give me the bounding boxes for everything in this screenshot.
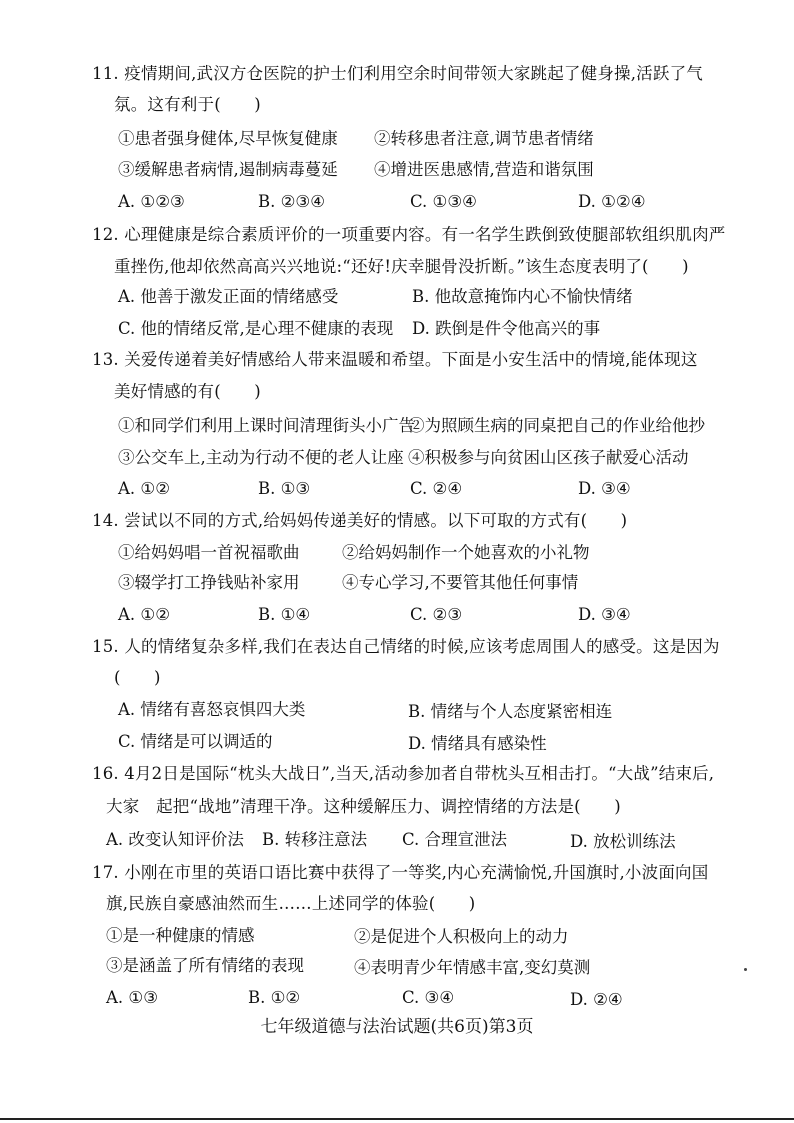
question-stem: 14. 尝试以不同的方式,给妈妈传递美好的情感。以下可取的方式有( ) [92, 511, 628, 530]
statement: ③公交车上,主动为行动不便的老人让座 [118, 448, 404, 467]
question-stem: 16. 4月2日是国际“枕头大战日”,当天,活动参加者自带枕头互相击打。“大战”结束后, [92, 764, 715, 783]
statement: ④积极参与向贫困山区孩子献爱心活动 [408, 448, 689, 467]
scan-speck [744, 968, 747, 971]
choice-d: D. ②④ [570, 990, 623, 1009]
choice-c: C. ①③④ [410, 192, 477, 211]
statement: ④专心学习,不要管其他任何事情 [342, 573, 579, 592]
choice-d: D. 放松训练法 [570, 832, 676, 851]
choice-c: C. ③④ [402, 988, 455, 1007]
statement: ②是促进个人积极向上的动力 [354, 927, 569, 946]
question-stem: 重挫伤,他却依然高高兴兴地说:“还好!庆幸腿骨没折断。”该生态度表明了( ) [114, 257, 689, 276]
question-stem: 美好情感的有( ) [114, 382, 261, 401]
statement: ③辍学打工挣钱贴补家用 [118, 573, 300, 592]
choice-d: D. 跌倒是件令他高兴的事 [412, 319, 601, 338]
question-stem: 17. 小刚在市里的英语口语比赛中获得了一等奖,内心充满愉悦,升国旗时,小波面向国 [92, 863, 709, 882]
choice-b: B. ①③ [258, 479, 311, 498]
choice-d: D. ①②④ [578, 192, 646, 211]
statement: ①和同学们利用上课时间清理街头小广告 [118, 416, 415, 435]
question-stem: 11. 疫情期间,武汉方仓医院的护士们利用空余时间带领大家跳起了健身操,活跃了气 [92, 64, 703, 83]
choice-d: D. 情绪具有感染性 [408, 734, 547, 753]
question-stem: 12. 心理健康是综合素质评价的一项重要内容。有一名学生跌倒致使腿部软组织肌肉严 [92, 225, 726, 244]
question-stem: 13. 关爱传递着美好情感给人带来温暖和希望。下面是小安生活中的情境,能体现这 [92, 350, 698, 369]
choice-a: A. ①② [118, 605, 170, 624]
choice-c: C. ②③ [410, 605, 463, 624]
choice-a: A. 情绪有喜怒哀惧四大类 [118, 700, 306, 719]
page-footer: 七年级道德与法治试题(共6页)第3页 [260, 1017, 534, 1037]
choice-b: B. 转移注意法 [262, 830, 368, 849]
statement: ②转移患者注意,调节患者情绪 [374, 129, 594, 148]
choice-c: C. ②④ [410, 479, 463, 498]
choice-b: B. ①④ [258, 605, 311, 624]
choice-d: D. ③④ [578, 479, 631, 498]
question-stem: 氛。这有利于( ) [114, 95, 261, 114]
choice-b: B. ②③④ [258, 192, 325, 211]
choice-a: A. ①③ [106, 988, 158, 1007]
choice-a: A. ①② [118, 479, 170, 498]
question-stem: 大家 起把“战地”清理干净。这种缓解压力、调控情绪的方法是( ) [106, 797, 621, 816]
choice-b: B. 他故意掩饰内心不愉快情绪 [412, 287, 633, 306]
question-stem: 旗,民族自豪感油然而生……上述同学的体验( ) [106, 894, 476, 913]
statement: ③缓解患者病情,遏制病毒蔓延 [118, 160, 338, 179]
choice-c: C. 合理宣泄法 [402, 830, 508, 849]
choice-b: B. ①② [248, 988, 301, 1007]
statement: ④增进医患感情,营造和谐氛围 [374, 160, 594, 179]
choice-a: A. ①②③ [118, 192, 185, 211]
statement: ①给妈妈唱一首祝福歌曲 [118, 543, 300, 562]
question-stem: ( ) [114, 668, 161, 687]
choice-d: D. ③④ [578, 605, 631, 624]
statement: ③是涵盖了所有情绪的表现 [106, 956, 304, 975]
choice-c: C. 他的情绪反常,是心理不健康的表现 [118, 319, 394, 338]
statement: ②给妈妈制作一个她喜欢的小礼物 [342, 543, 590, 562]
statement: ②为照顾生病的同桌把自己的作业给他抄 [408, 416, 705, 435]
choice-b: B. 情绪与个人态度紧密相连 [408, 702, 613, 721]
statement: ①患者强身健体,尽早恢复健康 [118, 129, 338, 148]
choice-a: A. 他善于激发正面的情绪感受 [118, 287, 339, 306]
statement: ①是一种健康的情感 [106, 926, 255, 945]
choice-a: A. 改变认知评价法 [106, 830, 244, 849]
choice-c: C. 情绪是可以调适的 [118, 732, 273, 751]
statement: ④表明青少年情感丰富,变幻莫测 [354, 958, 591, 977]
bottom-rule [0, 1118, 794, 1120]
question-stem: 15. 人的情绪复杂多样,我们在表达自己情绪的时候,应该考虑周围人的感受。这是因为 [92, 637, 720, 656]
